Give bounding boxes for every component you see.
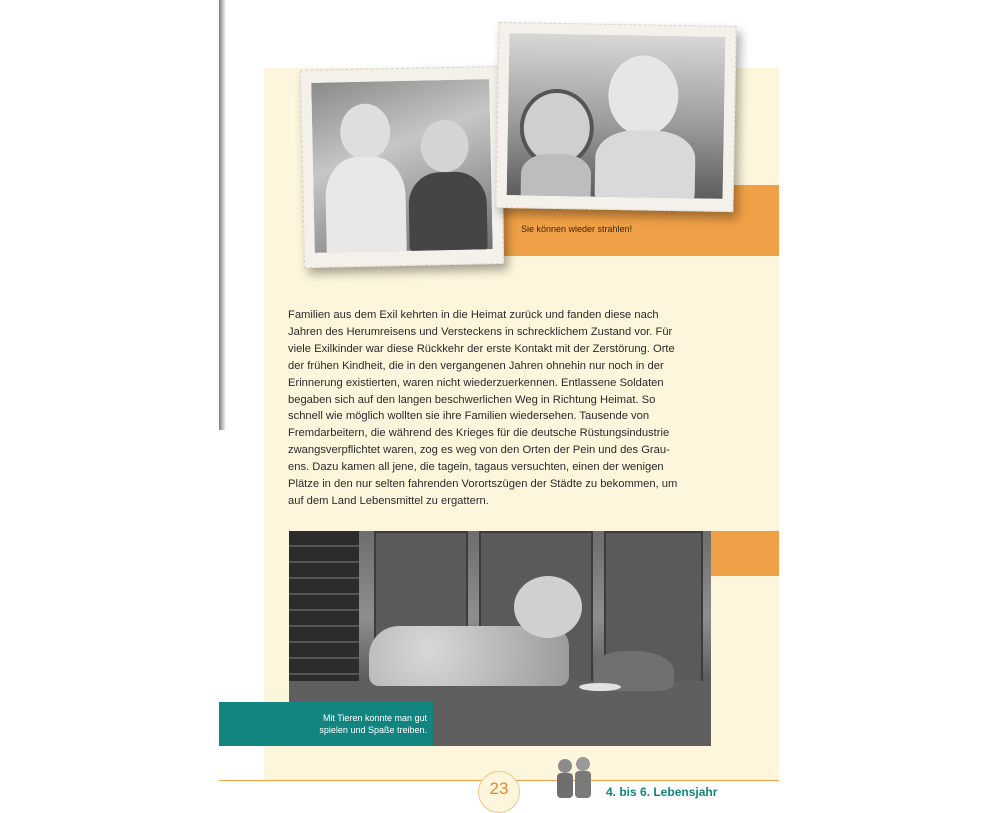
children-figure-icon xyxy=(553,756,597,798)
book-spine-shadow xyxy=(219,0,226,430)
photo-caption-bottom xyxy=(219,712,427,736)
text-line: auf dem Land Lebensmittel zu ergattern. xyxy=(288,494,489,507)
text-line: der frühen Kindheit, die in den vergangenen Jahren ohnehin nur noch in der xyxy=(288,359,664,372)
text-line: viele Exilkinder war diese Rückkehr der erste Kontakt mit der Zerstörung. Orte xyxy=(288,342,675,355)
photo-two-girls xyxy=(495,22,736,212)
caption-line: spielen und Spaße treiben. xyxy=(319,725,427,735)
text-line: Jahren des Herumreisens und Versteckens in schrecklichem Zustand vor. Für xyxy=(288,325,673,338)
text-line: Fremdarbeitern, die während des Krieges für die deutsche Rüstungsindustrie xyxy=(288,427,670,440)
photo-boy-and-girl xyxy=(300,66,504,268)
teal-caption-box xyxy=(219,702,433,746)
photo-caption-top: Sie können wieder strahlen! xyxy=(521,224,633,234)
chapter-label: 4. bis 6. Lebensjahr xyxy=(606,785,718,799)
text-line: Erinnerung existierten, waren nicht wiederzuerkennen. Entlassene Soldaten xyxy=(288,376,664,389)
text-line: zwangsverpflichtet waren, zog es weg von den Orten der Pein und des Grau- xyxy=(288,444,670,457)
body-paragraph xyxy=(288,307,708,510)
caption-line: Mit Tieren konnte man gut xyxy=(322,713,427,723)
text-line: Familien aus dem Exil kehrten in die Heimat zurück und fanden diese nach xyxy=(288,309,659,321)
orange-accent-band xyxy=(700,531,779,576)
text-line: Plätze in den nur selten fahrenden Vorortszügen der Städte zu bekommen, um xyxy=(288,478,678,491)
text-line: begaben sich auf den langen beschwerlichen Weg in Richtung Heimat. So xyxy=(288,393,656,406)
text-line: schnell wie möglich wollten sie ihre Familien wiedersehen. Tausende von xyxy=(288,410,650,423)
text-line: ens. Dazu kamen all jene, die tagein, tagaus versuchten, einen der wenigen xyxy=(288,461,664,474)
page-number: 23 xyxy=(489,779,509,798)
